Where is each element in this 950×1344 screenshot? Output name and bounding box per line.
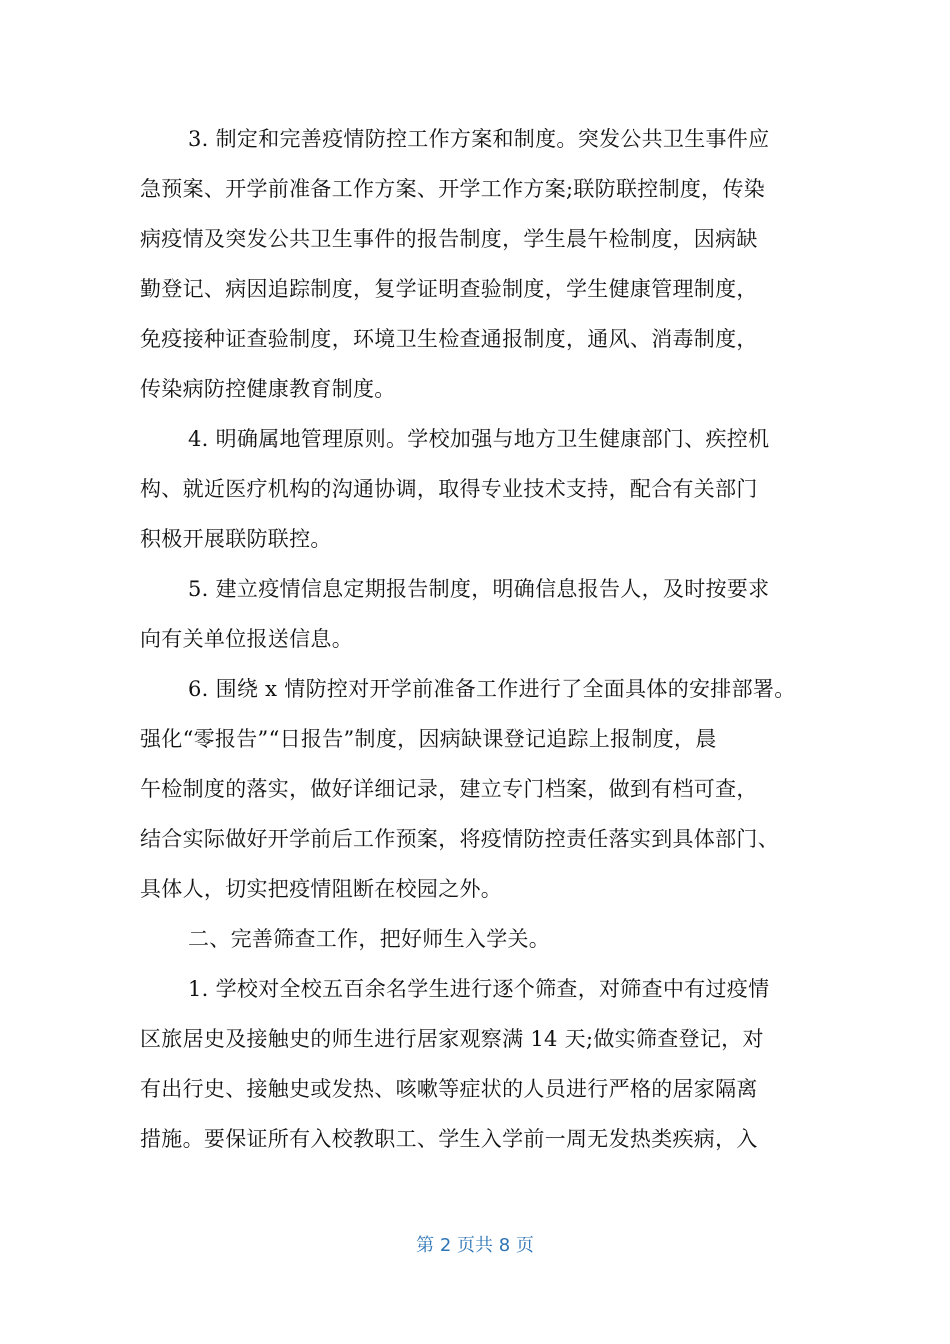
text-line: 强化“零报告”“日报告”制度，因病缺课登记追踪上报制度，晨 [140,727,717,751]
text-line: 积极开展联防联控。 [140,527,332,551]
text-line: 结合实际做好开学前后工作预案，将疫情防控责任落实到具体部门、 [140,827,779,851]
text-line: 免疫接种证查验制度，环境卫生检查通报制度，通风、消毒制度， [140,327,758,351]
text-line: 病疫情及突发公共卫生事件的报告制度，学生晨午检制度，因病缺 [140,227,758,251]
text-line: 急预案、开学前准备工作方案、开学工作方案;联防联控制度，传染 [140,177,766,201]
text-line: 1. 学校对全校五百余名学生进行逐个筛查，对筛查中有过疫情 [188,977,770,1001]
page-footer: 第 2 页共 8 页 [416,1235,534,1256]
text-line: 3. 制定和完善疫情防控工作方案和制度。突发公共卫生事件应 [188,127,770,151]
text-line: 午检制度的落实，做好详细记录，建立专门档案，做到有档可查， [140,777,758,801]
text-line: 传染病防控健康教育制度。 [140,377,396,401]
text-line: 勤登记、病因追踪制度，复学证明查验制度，学生健康管理制度， [140,277,758,301]
text-line: 措施。要保证所有入校教职工、学生入学前一周无发热类疾病，入 [140,1127,758,1151]
text-line: 5. 建立疫情信息定期报告制度，明确信息报告人，及时按要求 [188,577,770,601]
text-line: 有出行史、接触史或发热、咳嗽等症状的人员进行严格的居家隔离 [140,1077,758,1101]
text-line: 6. 围绕 x 情防控对开学前准备工作进行了全面具体的安排部署。 [188,677,796,701]
text-line: 4. 明确属地管理原则。学校加强与地方卫生健康部门、疾控机 [188,427,770,451]
document-body [140,114,800,1164]
text-line: 构、就近医疗机构的沟通协调，取得专业技术支持，配合有关部门 [140,477,758,501]
text-line: 具体人，切实把疫情阻断在校园之外。 [140,877,503,901]
text-line: 向有关单位报送信息。 [140,627,353,651]
text-line: 二、完善筛查工作，把好师生入学关。 [188,927,551,951]
text-line: 区旅居史及接触史的师生进行居家观察满 14 天;做实筛查登记，对 [140,1027,764,1051]
